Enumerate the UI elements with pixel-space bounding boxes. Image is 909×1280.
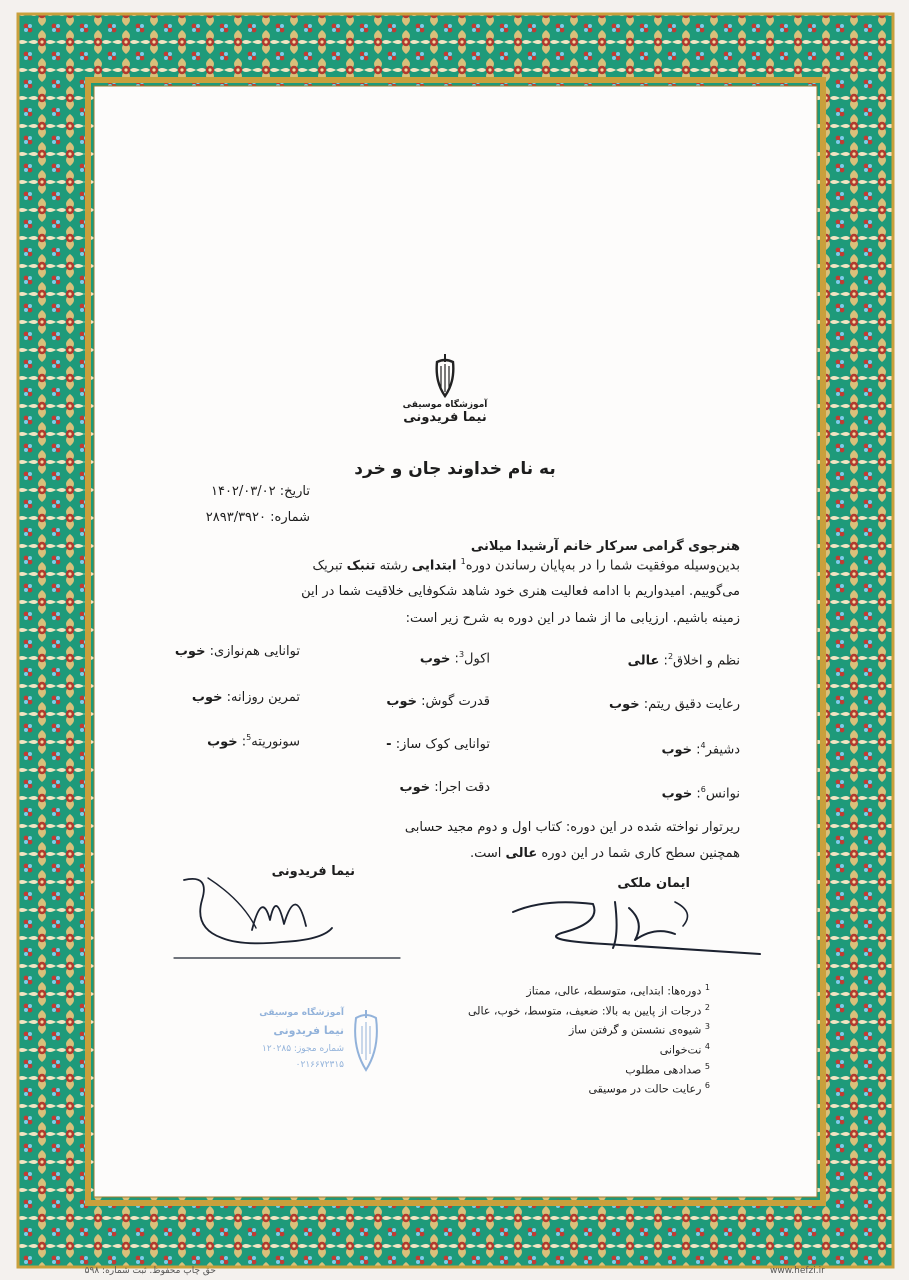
grade-item: رعایت دقیق ریتم: خوب — [609, 697, 740, 712]
right-signer-name: ایمان ملکی — [617, 876, 690, 891]
harp-logo-icon — [425, 352, 465, 398]
left-signature — [172, 870, 402, 960]
stamp-line3: شماره مجوز: ۱۲۰۲۸۵ — [262, 1044, 344, 1054]
grade-label: دقت اجرا — [438, 780, 490, 795]
school-logo — [395, 352, 495, 442]
footnote: $^4$ نت‌خوانی — [659, 1042, 710, 1057]
repertoire-line — [300, 820, 740, 835]
body-line1-sup: 1 — [460, 557, 466, 566]
grade-label: اکول — [464, 651, 490, 667]
stamp-line1: آموزشگاه موسیقی — [259, 1008, 344, 1018]
grade-item: توانایی کوک ساز: - — [386, 737, 490, 752]
print-info-right: www.hefzi.ir — [770, 1266, 825, 1276]
footnote: $^2$ درجات از پایین به بالا: ضعیف، متوسط، خوب، عالی — [468, 1003, 710, 1018]
grade-value: خوب — [191, 690, 223, 705]
body-line-3: زمینه باشیم. ارزیابی ما از شما در این دوره به شرح زیر است: — [405, 611, 740, 626]
footnote: $^5$ صدادهی مطلوب — [625, 1062, 710, 1077]
date-label: تاریخ: — [279, 484, 310, 499]
number-value: ۲۸۹۳/۳۹۲۰ — [205, 510, 267, 525]
grade-item: دشیفر$^4$: خوب — [661, 741, 740, 758]
stamp-line4: ۰۲۱۶۶۷۲۳۱۵ — [295, 1060, 344, 1070]
number-line — [140, 510, 310, 525]
grade-item: قدرت گوش: خوب — [386, 694, 490, 709]
level-line: همچنین سطح کاری شما در این دوره عالی است. — [469, 846, 740, 861]
logo-line1: آموزشگاه موسیقی — [402, 400, 488, 410]
stamp-line2: نیما فریدونی — [273, 1024, 344, 1037]
body-line1-field: تنبک — [346, 558, 376, 574]
footnote: $^6$ رعایت حالت در موسیقی — [588, 1081, 710, 1096]
body-line-1 — [180, 557, 740, 573]
grade-item: نوانس$^6$: خوب — [661, 785, 740, 802]
grade-label: سونوریته — [251, 734, 300, 750]
page-title: به نام خداوند جان و خرد — [354, 459, 556, 479]
grade-value: خوب — [207, 734, 238, 750]
grade-value: خوب — [174, 644, 206, 659]
grade-label: نوانس — [705, 786, 740, 802]
right-signature — [505, 882, 765, 962]
grade-label: قدرت گوش — [425, 694, 490, 709]
grade-value: خوب — [609, 697, 640, 712]
grade-label: تمرین روزانه — [231, 690, 300, 705]
body-line1-c: تبریک — [312, 558, 343, 574]
grade-value: خوب — [661, 786, 693, 802]
grade-label: نظم و اخلاق — [673, 653, 740, 669]
left-signer-name: نیما فریدونی — [271, 864, 355, 879]
body-line1-a: بدین‌وسیله موفقیت شما را در به‌پایان رساندن دوره — [465, 558, 740, 574]
grade-item: اکول$^3$: خوب — [419, 650, 490, 667]
grade-value: خوب — [386, 694, 418, 709]
grade-label: دشیفر — [705, 742, 740, 758]
stamp-harp-icon — [348, 1008, 384, 1074]
repertoire-label: ریرتوار نواخته شده در این دوره: — [565, 820, 740, 835]
grade-label: رعایت دقیق ریتم — [648, 697, 740, 712]
number-label: شماره: — [270, 510, 310, 525]
footnote: $^1$ دوره‌ها: ابتدایی، متوسطه، عالی، ممتاز — [526, 983, 710, 998]
body-line1-b: رشته — [379, 558, 408, 574]
repertoire-value: کتاب اول و دوم مجید حسابی — [404, 820, 562, 835]
body-line-2: می‌گوییم. امیدواریم با ادامه فعالیت هنری خود شاهد شکوفایی خلاقیت شما در این — [301, 584, 740, 599]
grade-item: نظم و اخلاق$^2$: عالی — [627, 652, 740, 669]
grade-value: - — [386, 737, 392, 752]
date-line — [140, 484, 310, 499]
level-value: عالی — [505, 846, 538, 861]
grade-label: توانایی کوک ساز — [400, 737, 490, 752]
grade-value: عالی — [627, 653, 660, 669]
school-stamp — [238, 1004, 388, 1084]
footnote: $^3$ شیوه‌ی نشستن و گرفتن ساز — [568, 1022, 710, 1037]
grade-item: دقت اجرا: خوب — [399, 780, 490, 795]
print-info-left: حق چاپ محفوظ. ثبت شماره: ۵۹۸ — [84, 1266, 216, 1276]
body-line1-level: ابتدایی — [411, 558, 457, 574]
grade-item: سونوریته$^5$: خوب — [207, 733, 300, 750]
date-value: ۱۴۰۲/۰۳/۰۲ — [210, 484, 276, 499]
grade-item: تمرین روزانه: خوب — [191, 690, 300, 705]
grade-value: خوب — [661, 742, 693, 758]
recipient-line: هنرجوی گرامی سرکار خانم آرشیدا میلانی — [470, 539, 740, 554]
grade-value: خوب — [419, 651, 451, 667]
grade-label: توانایی هم‌نوازی — [213, 644, 300, 659]
logo-line2: نیما فریدونی — [403, 410, 487, 425]
grade-value: خوب — [399, 780, 431, 795]
grade-item: توانایی هم‌نوازی: خوب — [174, 644, 300, 659]
